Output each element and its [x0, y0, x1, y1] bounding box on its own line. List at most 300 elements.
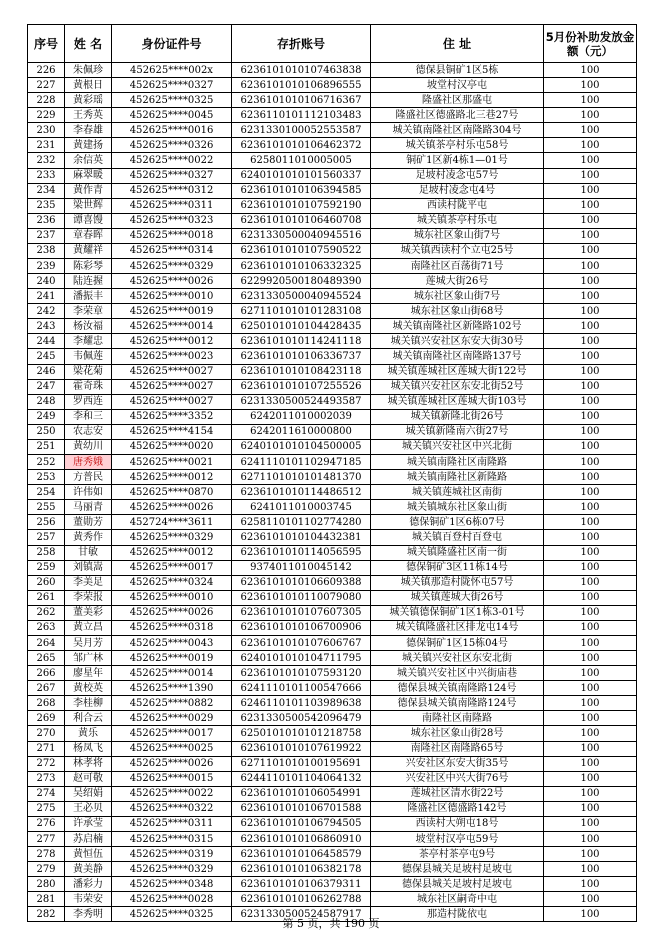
cell-account-number: 6236101010107592190 [232, 198, 371, 213]
cell-name: 霍奇珠 [65, 379, 112, 394]
cell-id-number: 452625****0022 [112, 786, 232, 801]
cell-id-number: 452625****0025 [112, 741, 232, 756]
cell-id-number: 452625****0019 [112, 304, 232, 319]
cell-account-number: 6236101010108423118 [232, 364, 371, 379]
cell-amount: 100 [544, 304, 637, 319]
cell-amount: 100 [544, 545, 637, 560]
cell-index: 233 [28, 168, 65, 183]
cell-index: 230 [28, 123, 65, 138]
cell-id-number: 452625****0022 [112, 153, 232, 168]
cell-amount: 100 [544, 78, 637, 93]
cell-name: 李荣报 [65, 590, 112, 605]
cell-address: 兴安社区东安大街35号 [371, 756, 544, 771]
cell-address: 茶亭村茶亭屯9号 [371, 847, 544, 862]
cell-name: 王秀英 [65, 108, 112, 123]
cell-address: 南隆社区南隆路 [371, 711, 544, 726]
cell-address: 城关镇南隆社区南隆路304号 [371, 123, 544, 138]
table-row [28, 877, 637, 892]
cell-amount: 100 [544, 198, 637, 213]
cell-index: 273 [28, 771, 65, 786]
table-row [28, 213, 637, 228]
table-row [28, 560, 637, 575]
cell-amount: 100 [544, 153, 637, 168]
cell-id-number: 452625****0315 [112, 831, 232, 846]
table-row [28, 892, 637, 907]
table-row [28, 666, 637, 681]
cell-index: 241 [28, 289, 65, 304]
cell-amount: 100 [544, 877, 637, 892]
cell-account-number: 6250101010101218758 [232, 726, 371, 741]
cell-id-number: 452625****0026 [112, 605, 232, 620]
cell-index: 243 [28, 319, 65, 334]
cell-index: 247 [28, 379, 65, 394]
cell-amount: 100 [544, 696, 637, 711]
table-row [28, 319, 637, 334]
cell-amount: 100 [544, 635, 637, 650]
cell-amount: 100 [544, 681, 637, 696]
cell-index: 272 [28, 756, 65, 771]
cell-account-number: 6236101010106860910 [232, 831, 371, 846]
cell-index: 274 [28, 786, 65, 801]
cell-account-number: 6244110101104064132 [232, 771, 371, 786]
cell-id-number: 452625****0016 [112, 123, 232, 138]
table-row [28, 394, 637, 409]
cell-id-number: 452625****1390 [112, 681, 232, 696]
cell-id-number: 452625****0029 [112, 711, 232, 726]
table-row [28, 379, 637, 394]
table-row [28, 138, 637, 153]
table-row [28, 63, 637, 78]
cell-amount: 100 [544, 364, 637, 379]
cell-index: 245 [28, 349, 65, 364]
cell-id-number: 452625****0017 [112, 726, 232, 741]
cell-index: 251 [28, 439, 65, 454]
cell-address: 城关镇西读村个立屯25号 [371, 243, 544, 258]
cell-id-number: 452625****0026 [112, 274, 232, 289]
cell-name: 黄恒伍 [65, 847, 112, 862]
cell-account-number: 6236101010107593120 [232, 666, 371, 681]
table-row [28, 108, 637, 123]
cell-name: 吴月芳 [65, 635, 112, 650]
cell-amount: 100 [544, 847, 637, 862]
cell-amount: 100 [544, 439, 637, 454]
cell-index: 260 [28, 575, 65, 590]
cell-id-number: 452625****0348 [112, 877, 232, 892]
table-row [28, 711, 637, 726]
cell-account-number: 6241110101100547666 [232, 681, 371, 696]
cell-account-number: 6236101010114241118 [232, 334, 371, 349]
cell-id-number: 452625****0014 [112, 319, 232, 334]
cell-name: 许伟如 [65, 485, 112, 500]
cell-index: 255 [28, 500, 65, 515]
cell-name: 黄耀祥 [65, 243, 112, 258]
cell-index: 276 [28, 816, 65, 831]
cell-name: 韦佩莲 [65, 349, 112, 364]
table-row [28, 530, 637, 545]
cell-index: 246 [28, 364, 65, 379]
cell-index: 268 [28, 696, 65, 711]
cell-name: 利合云 [65, 711, 112, 726]
cell-address: 城关镇隆盛社区排龙屯14号 [371, 620, 544, 635]
cell-index: 263 [28, 620, 65, 635]
cell-index: 257 [28, 530, 65, 545]
cell-amount: 100 [544, 228, 637, 243]
cell-account-number: 6271101010100195691 [232, 756, 371, 771]
cell-name: 李荣章 [65, 304, 112, 319]
cell-amount: 100 [544, 741, 637, 756]
cell-address: 城关镇莲城社区莲城大街103号 [371, 394, 544, 409]
cell-index: 234 [28, 183, 65, 198]
cell-address: 城关镇兴安社区东安大街30号 [371, 334, 544, 349]
cell-index: 250 [28, 424, 65, 439]
cell-account-number: 6236101010106462372 [232, 138, 371, 153]
cell-index: 256 [28, 515, 65, 530]
cell-name: 罗西连 [65, 394, 112, 409]
cell-amount: 100 [544, 590, 637, 605]
table-row [28, 168, 637, 183]
header-row [28, 25, 637, 63]
cell-index: 242 [28, 304, 65, 319]
cell-address: 城东社区象山街7号 [371, 228, 544, 243]
table-row [28, 289, 637, 304]
cell-address: 城关镇隆盛社区南一街 [371, 545, 544, 560]
cell-id-number: 452625****0026 [112, 756, 232, 771]
cell-address: 城关镇南隆社区新隆路 [371, 470, 544, 485]
cell-index: 252 [28, 455, 65, 470]
table-row [28, 409, 637, 424]
cell-account-number: 6271101010101481370 [232, 470, 371, 485]
header-account-number: 存折账号 [232, 25, 371, 63]
header-index: 序号 [28, 25, 65, 63]
cell-id-number: 452625****0027 [112, 364, 232, 379]
cell-account-number: 6236101010106458579 [232, 847, 371, 862]
cell-account-number: 6240101010104500005 [232, 439, 371, 454]
table-row [28, 862, 637, 877]
cell-amount: 100 [544, 259, 637, 274]
cell-name: 刘镇嵩 [65, 560, 112, 575]
cell-account-number: 6236101010106262788 [232, 892, 371, 907]
cell-amount: 100 [544, 831, 637, 846]
cell-name: 廖星年 [65, 666, 112, 681]
cell-index: 231 [28, 138, 65, 153]
cell-address: 城关镇莲城社区南街 [371, 485, 544, 500]
cell-account-number: 6231330500542096479 [232, 711, 371, 726]
table-row [28, 349, 637, 364]
cell-index: 248 [28, 394, 65, 409]
cell-id-number: 452625****0327 [112, 168, 232, 183]
cell-address: 城关镇茶亭村乐屯 [371, 213, 544, 228]
cell-name: 黄立昌 [65, 620, 112, 635]
cell-address: 城关镇兴安社区中兴北街 [371, 439, 544, 454]
cell-name: 林孝将 [65, 756, 112, 771]
cell-name: 黄建扬 [65, 138, 112, 153]
table-row [28, 274, 637, 289]
cell-account-number: 6240101010101560337 [232, 168, 371, 183]
cell-account-number: 6241110101102947185 [232, 455, 371, 470]
cell-id-number: 452625****0329 [112, 530, 232, 545]
cell-address: 莲城大街26号 [371, 274, 544, 289]
cell-account-number: 6231330500524493587 [232, 394, 371, 409]
table-row [28, 198, 637, 213]
cell-amount: 100 [544, 711, 637, 726]
cell-id-number: 452625****0318 [112, 620, 232, 635]
cell-name: 李美足 [65, 575, 112, 590]
table-row [28, 635, 637, 650]
cell-address: 城关镇南隆社区南隆路137号 [371, 349, 544, 364]
table-row [28, 78, 637, 93]
cell-index: 239 [28, 259, 65, 274]
cell-address: 足坡村凌念屯4号 [371, 183, 544, 198]
cell-account-number: 6236101010106716367 [232, 93, 371, 108]
cell-amount: 100 [544, 349, 637, 364]
cell-index: 278 [28, 847, 65, 862]
cell-id-number: 452625****0325 [112, 907, 232, 922]
table-row [28, 123, 637, 138]
cell-address: 城关镇南隆社区新隆路102号 [371, 319, 544, 334]
table-row [28, 786, 637, 801]
cell-name: 赵可敬 [65, 771, 112, 786]
cell-account-number: 6236110101112103483 [232, 108, 371, 123]
cell-id-number: 452625****0311 [112, 816, 232, 831]
cell-account-number: 6236101010106609388 [232, 575, 371, 590]
cell-address: 城关镇百登村百登屯 [371, 530, 544, 545]
subsidy-table [27, 24, 637, 922]
cell-index: 282 [28, 907, 65, 922]
cell-name: 李秀明 [65, 907, 112, 922]
page-footer: 第 5 页，共 190 页 [282, 917, 380, 930]
cell-account-number: 6246110101103989638 [232, 696, 371, 711]
cell-id-number: 452625****0027 [112, 394, 232, 409]
cell-account-number: 6236101010107606767 [232, 635, 371, 650]
cell-address: 德保铜矿3区11栋14号 [371, 560, 544, 575]
cell-account-number: 6236101010107619922 [232, 741, 371, 756]
cell-index: 229 [28, 108, 65, 123]
cell-address: 德保县城关足坡村足坡屯 [371, 862, 544, 877]
cell-id-number: 452625****0322 [112, 801, 232, 816]
cell-name: 杨汝福 [65, 319, 112, 334]
header-name: 姓 名 [65, 25, 112, 63]
cell-account-number: 6242011610000800 [232, 424, 371, 439]
cell-account-number: 6236101010106460708 [232, 213, 371, 228]
cell-amount: 100 [544, 575, 637, 590]
cell-id-number: 452625****0882 [112, 696, 232, 711]
cell-id-number: 452724****3611 [112, 515, 232, 530]
cell-name: 麻翠暖 [65, 168, 112, 183]
table-row [28, 816, 637, 831]
cell-account-number: 6240101010104711795 [232, 651, 371, 666]
table-row [28, 847, 637, 862]
cell-index: 261 [28, 590, 65, 605]
cell-address: 坡堂村汉亭屯59号 [371, 831, 544, 846]
cell-account-number: 6236101010106794505 [232, 816, 371, 831]
cell-id-number: 452625****0012 [112, 545, 232, 560]
table-row [28, 439, 637, 454]
table-row [28, 681, 637, 696]
cell-amount: 100 [544, 620, 637, 635]
cell-id-number: 452625****0010 [112, 590, 232, 605]
cell-amount: 100 [544, 93, 637, 108]
table-row [28, 756, 637, 771]
cell-name: 甘敏 [65, 545, 112, 560]
cell-amount: 100 [544, 274, 637, 289]
cell-id-number: 452625****0319 [112, 847, 232, 862]
cell-address: 隆盛社区那盛屯 [371, 93, 544, 108]
cell-id-number: 452625****3352 [112, 409, 232, 424]
cell-name: 陈彩琴 [65, 259, 112, 274]
cell-id-number: 452625****0028 [112, 892, 232, 907]
cell-index: 226 [28, 63, 65, 78]
cell-name: 黄秀作 [65, 530, 112, 545]
cell-id-number: 452625****0312 [112, 183, 232, 198]
cell-amount: 100 [544, 243, 637, 258]
cell-account-number: 6236101010106700906 [232, 620, 371, 635]
cell-address: 城关镇城东社区象山街 [371, 500, 544, 515]
cell-address: 城东社区象山街28号 [371, 726, 544, 741]
cell-amount: 100 [544, 289, 637, 304]
cell-name: 董美彩 [65, 605, 112, 620]
cell-address: 南隆社区百荡街71号 [371, 259, 544, 274]
cell-account-number: 6236101010107255526 [232, 379, 371, 394]
cell-id-number: 452625****002x [112, 63, 232, 78]
cell-id-number: 452625****0329 [112, 259, 232, 274]
cell-id-number: 452625****0018 [112, 228, 232, 243]
cell-id-number: 452625****0325 [112, 93, 232, 108]
table-row [28, 651, 637, 666]
table-row [28, 605, 637, 620]
cell-index: 259 [28, 560, 65, 575]
cell-id-number: 452625****0314 [112, 243, 232, 258]
cell-address: 城关镇那造村陇怀屯57号 [371, 575, 544, 590]
cell-address: 城关镇兴安社区中兴街庙巷 [371, 666, 544, 681]
cell-id-number: 452625****0311 [112, 198, 232, 213]
cell-account-number: 6236101010106394585 [232, 183, 371, 198]
cell-address: 城东社区嗣奇中屯 [371, 892, 544, 907]
cell-address: 城关镇新隆北街26号 [371, 409, 544, 424]
table-row [28, 620, 637, 635]
cell-index: 265 [28, 651, 65, 666]
table-row [28, 500, 637, 515]
cell-address: 西读村大朔屯18号 [371, 816, 544, 831]
cell-id-number: 452625****0326 [112, 138, 232, 153]
cell-index: 258 [28, 545, 65, 560]
cell-name: 黄彩瑶 [65, 93, 112, 108]
cell-name: 李春雄 [65, 123, 112, 138]
cell-index: 275 [28, 801, 65, 816]
table-row [28, 228, 637, 243]
cell-amount: 100 [544, 455, 637, 470]
cell-amount: 100 [544, 786, 637, 801]
cell-address: 城关镇新隆南六街27号 [371, 424, 544, 439]
cell-address: 城关镇兴安社区东安北街52号 [371, 379, 544, 394]
cell-index: 254 [28, 485, 65, 500]
cell-index: 253 [28, 470, 65, 485]
cell-id-number: 452625****0043 [112, 635, 232, 650]
cell-account-number: 6236101010114056595 [232, 545, 371, 560]
cell-account-number: 6236101010106379311 [232, 877, 371, 892]
cell-address: 南隆社区南隆路65号 [371, 741, 544, 756]
cell-account-number: 6236101010107463838 [232, 63, 371, 78]
cell-address: 隆盛社区德盛路北三巷27号 [371, 108, 544, 123]
cell-amount: 100 [544, 485, 637, 500]
table-row [28, 259, 637, 274]
cell-amount: 100 [544, 379, 637, 394]
table-row [28, 153, 637, 168]
cell-amount: 100 [544, 816, 637, 831]
table-row [28, 424, 637, 439]
cell-account-number: 6236101010106701588 [232, 801, 371, 816]
cell-name: 黄美静 [65, 862, 112, 877]
cell-id-number: 452625****0026 [112, 500, 232, 515]
cell-address: 莲城社区清水街22号 [371, 786, 544, 801]
table-row [28, 470, 637, 485]
cell-name: 马丽青 [65, 500, 112, 515]
cell-amount: 100 [544, 756, 637, 771]
cell-address: 城关镇莲城社区莲城大街122号 [371, 364, 544, 379]
table-row [28, 545, 637, 560]
cell-address: 德保县铜矿1区5栋 [371, 63, 544, 78]
table-row [28, 726, 637, 741]
table-row [28, 364, 637, 379]
cell-address: 德保铜矿1区15栋04号 [371, 635, 544, 650]
cell-name: 朱佩珍 [65, 63, 112, 78]
cell-amount: 100 [544, 213, 637, 228]
cell-id-number: 452625****0019 [112, 651, 232, 666]
cell-name: 李桂柳 [65, 696, 112, 711]
cell-id-number: 452625****0323 [112, 213, 232, 228]
cell-amount: 100 [544, 334, 637, 349]
cell-id-number: 452625****0015 [112, 771, 232, 786]
cell-name: 黄乐 [65, 726, 112, 741]
cell-account-number: 6236101010106332325 [232, 259, 371, 274]
header-id-number: 身份证件号 [112, 25, 232, 63]
cell-index: 238 [28, 243, 65, 258]
cell-address: 城东社区象山街68号 [371, 304, 544, 319]
cell-address: 城关镇莲城大街26号 [371, 590, 544, 605]
cell-amount: 100 [544, 892, 637, 907]
cell-id-number: 452625****0010 [112, 289, 232, 304]
cell-account-number: 6236101010114486512 [232, 485, 371, 500]
cell-amount: 100 [544, 319, 637, 334]
cell-amount: 100 [544, 726, 637, 741]
cell-amount: 100 [544, 801, 637, 816]
cell-account-number: 6231330500040945516 [232, 228, 371, 243]
cell-account-number: 6250101010104428435 [232, 319, 371, 334]
cell-address: 德保县城关足坡村足坡屯 [371, 877, 544, 892]
cell-account-number: 6242011010002039 [232, 409, 371, 424]
table-row [28, 334, 637, 349]
cell-amount: 100 [544, 138, 637, 153]
table-row [28, 485, 637, 500]
cell-amount: 100 [544, 862, 637, 877]
cell-account-number: 6236101010106336737 [232, 349, 371, 364]
cell-account-number: 6236101010106896555 [232, 78, 371, 93]
cell-amount: 100 [544, 560, 637, 575]
cell-account-number: 6229920500180489390 [232, 274, 371, 289]
cell-index: 237 [28, 228, 65, 243]
cell-index: 249 [28, 409, 65, 424]
cell-index: 280 [28, 877, 65, 892]
cell-index: 279 [28, 862, 65, 877]
cell-amount: 100 [544, 470, 637, 485]
cell-name: 梁世辉 [65, 198, 112, 213]
cell-account-number: 6236101010107590522 [232, 243, 371, 258]
cell-account-number: 9374011010045142 [232, 560, 371, 575]
cell-index: 227 [28, 78, 65, 93]
cell-name: 王必贝 [65, 801, 112, 816]
cell-index: 235 [28, 198, 65, 213]
cell-address: 西读村陇平屯 [371, 198, 544, 213]
cell-account-number: 6258011010005005 [232, 153, 371, 168]
